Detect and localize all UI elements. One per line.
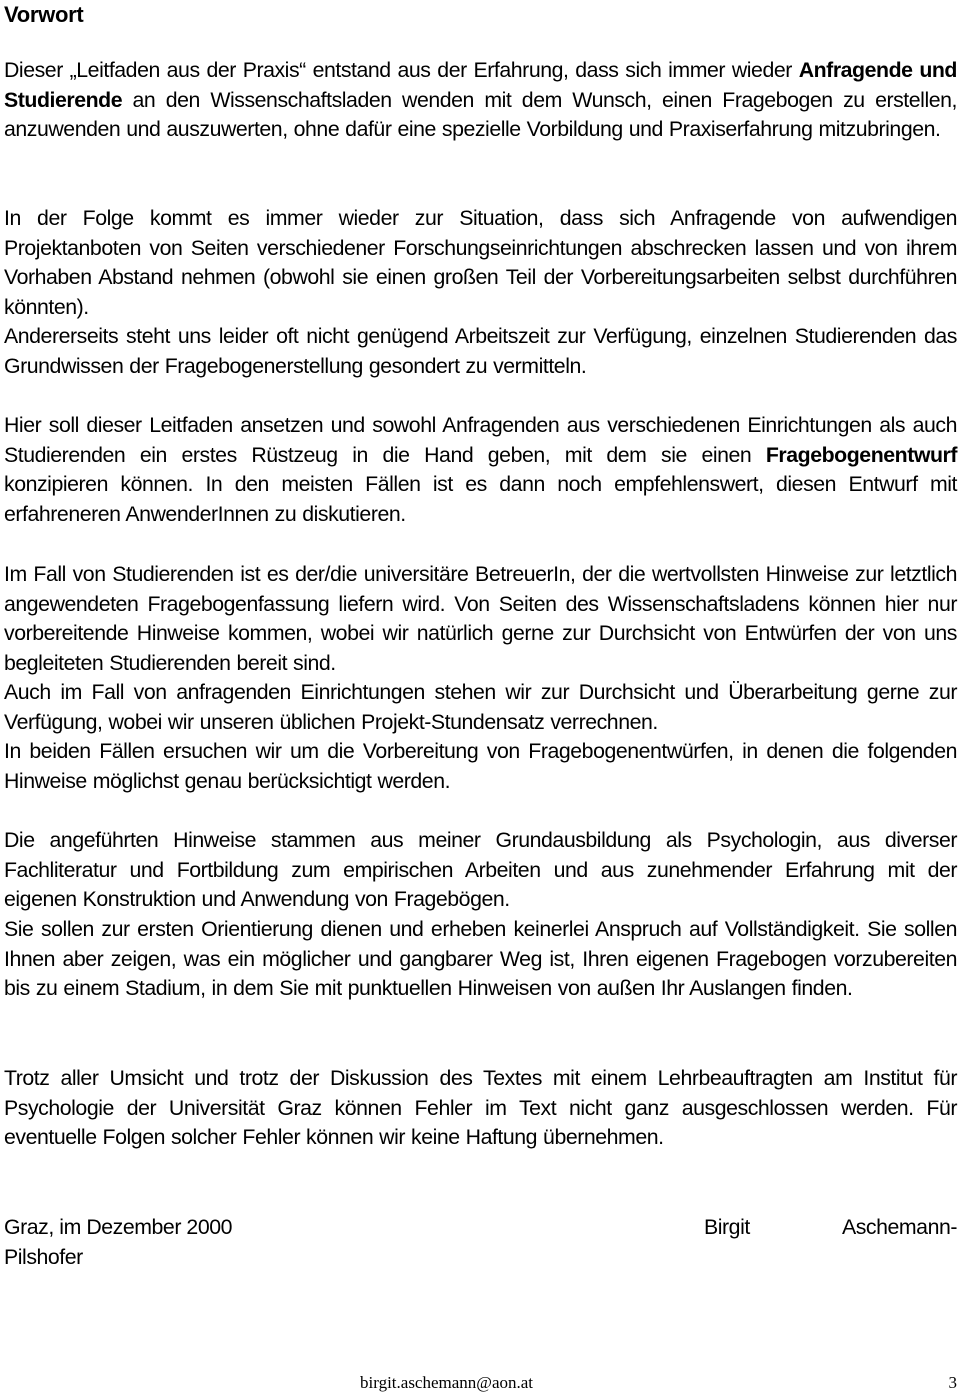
heading-vorwort: Vorwort: [4, 2, 84, 27]
paragraph-10: Trotz aller Umsicht und trotz der Diskussion des Textes mit einem Lehrbeauftragten am Institut für Psychologie der Universität Graz können Fehler im Text nicht ganz ausgeschlossen werden. Für eventuelle Folgen solcher Fehler können wir keine Haftung übernehmen.: [4, 1066, 957, 1149]
paragraph-1: [4, 56, 957, 145]
signature-first-name: Birgit: [704, 1215, 750, 1239]
page-number: 3: [948, 1373, 957, 1392]
paragraph-3: Andererseits steht uns leider oft nicht genügend Arbeitszeit zur Verfügung, einzelnen Studierenden das Grundwissen der Fragebogenerstellung gesondert zu vermitteln.: [4, 324, 957, 378]
signature-last-name-part1: Aschemann-: [841, 1215, 957, 1239]
paragraph-5: Im Fall von Studierenden ist es der/die universitäre BetreuerIn, der die wertvollsten Hinweise zur letztlich angewendeten Fragebogenfassung liefern wird. Von Seiten des Wissenschaftsladens können hier nur vorbereitende Hinweise kommen, wobei wir natürlich gerne zur Durchsicht von Entwürfen der von uns begleiteten Studierenden bereit sind.: [4, 562, 957, 675]
paragraph-4-text-a: Hier soll dieser Leitfaden ansetzen und sowohl Anfragenden aus verschiedenen Einrichtungen als auch Studierenden ein erstes Rüstzeug in die Hand geben, mit dem sie einen: [4, 413, 957, 467]
signature-last-name-part2: Pilshofer: [4, 1245, 83, 1269]
paragraph-6: Auch im Fall von anfragenden Einrichtungen stehen wir zur Durchsicht und Überarbeitung gerne zur Verfügung, wobei wir unseren üblichen Projekt-Stundensatz verrechnen.: [4, 680, 957, 734]
paragraph-2: In der Folge kommt es immer wieder zur Situation, dass sich Anfragende von aufwendigen Projektanboten von Seiten verschiedener Forschungseinrichtungen abschrecken lassen und von ihrem Vorhaben Abstand nehmen (obwohl sie einen großen Teil der Vorbereitungsarbeiten selbst durchführen könnten).: [4, 206, 957, 319]
paragraph-1-text-b: an den Wissenschaftsladen wenden mit dem Wunsch, einen Fragebogen zu erstellen, anzuwenden und auszuwerten, ohne dafür eine spezielle Vorbildung und Praxiserfahrung mitzubringen.: [4, 87, 957, 141]
signature-block: [4, 1212, 957, 1272]
paragraph-1-text-a: Dieser „Leitfaden aus der Praxis“ entstand aus der Erfahrung, dass sich immer wieder: [4, 58, 799, 82]
paragraph-4-bold: Fragebogenentwurf: [765, 442, 957, 467]
footer-email: birgit.aschemann@aon.at: [360, 1373, 534, 1392]
paragraph-8: Die angeführten Hinweise stammen aus meiner Grundausbildung als Psychologin, aus diverser Fachliteratur und Fortbildung zum empirischen Arbeiten und aus zunehmender Erfahrung mit der eigenen Konstruktion und Anwendung von Fragebögen.: [4, 828, 957, 911]
paragraph-4: [4, 411, 957, 529]
paragraph-1-bold: Anfragende und Studierende: [4, 58, 957, 112]
paragraph-4-text-b: konzipieren können. In den meisten Fällen ist es dann noch empfehlenswert, diesen Entwurf mit erfahreneren AnwenderInnen zu diskutieren.: [4, 472, 957, 526]
signature-place-date: Graz, im Dezember 2000: [4, 1215, 233, 1239]
paragraph-9: Sie sollen zur ersten Orientierung dienen und erheben keinerlei Anspruch auf Vollständigkeit. Sie sollen Ihnen aber zeigen, was ein möglicher und gangbarer Weg ist, Ihren eigenen Fragebogen vorzubereiten bis zu einem Stadium, in dem Sie mit punktuellen Hinweisen von außen Ihr Auslangen finden.: [4, 917, 957, 1000]
paragraph-7: In beiden Fällen ersuchen wir um die Vorbereitung von Fragebogenentwürfen, in denen die folgenden Hinweise möglichst genau berücksichtigt werden.: [4, 739, 957, 793]
